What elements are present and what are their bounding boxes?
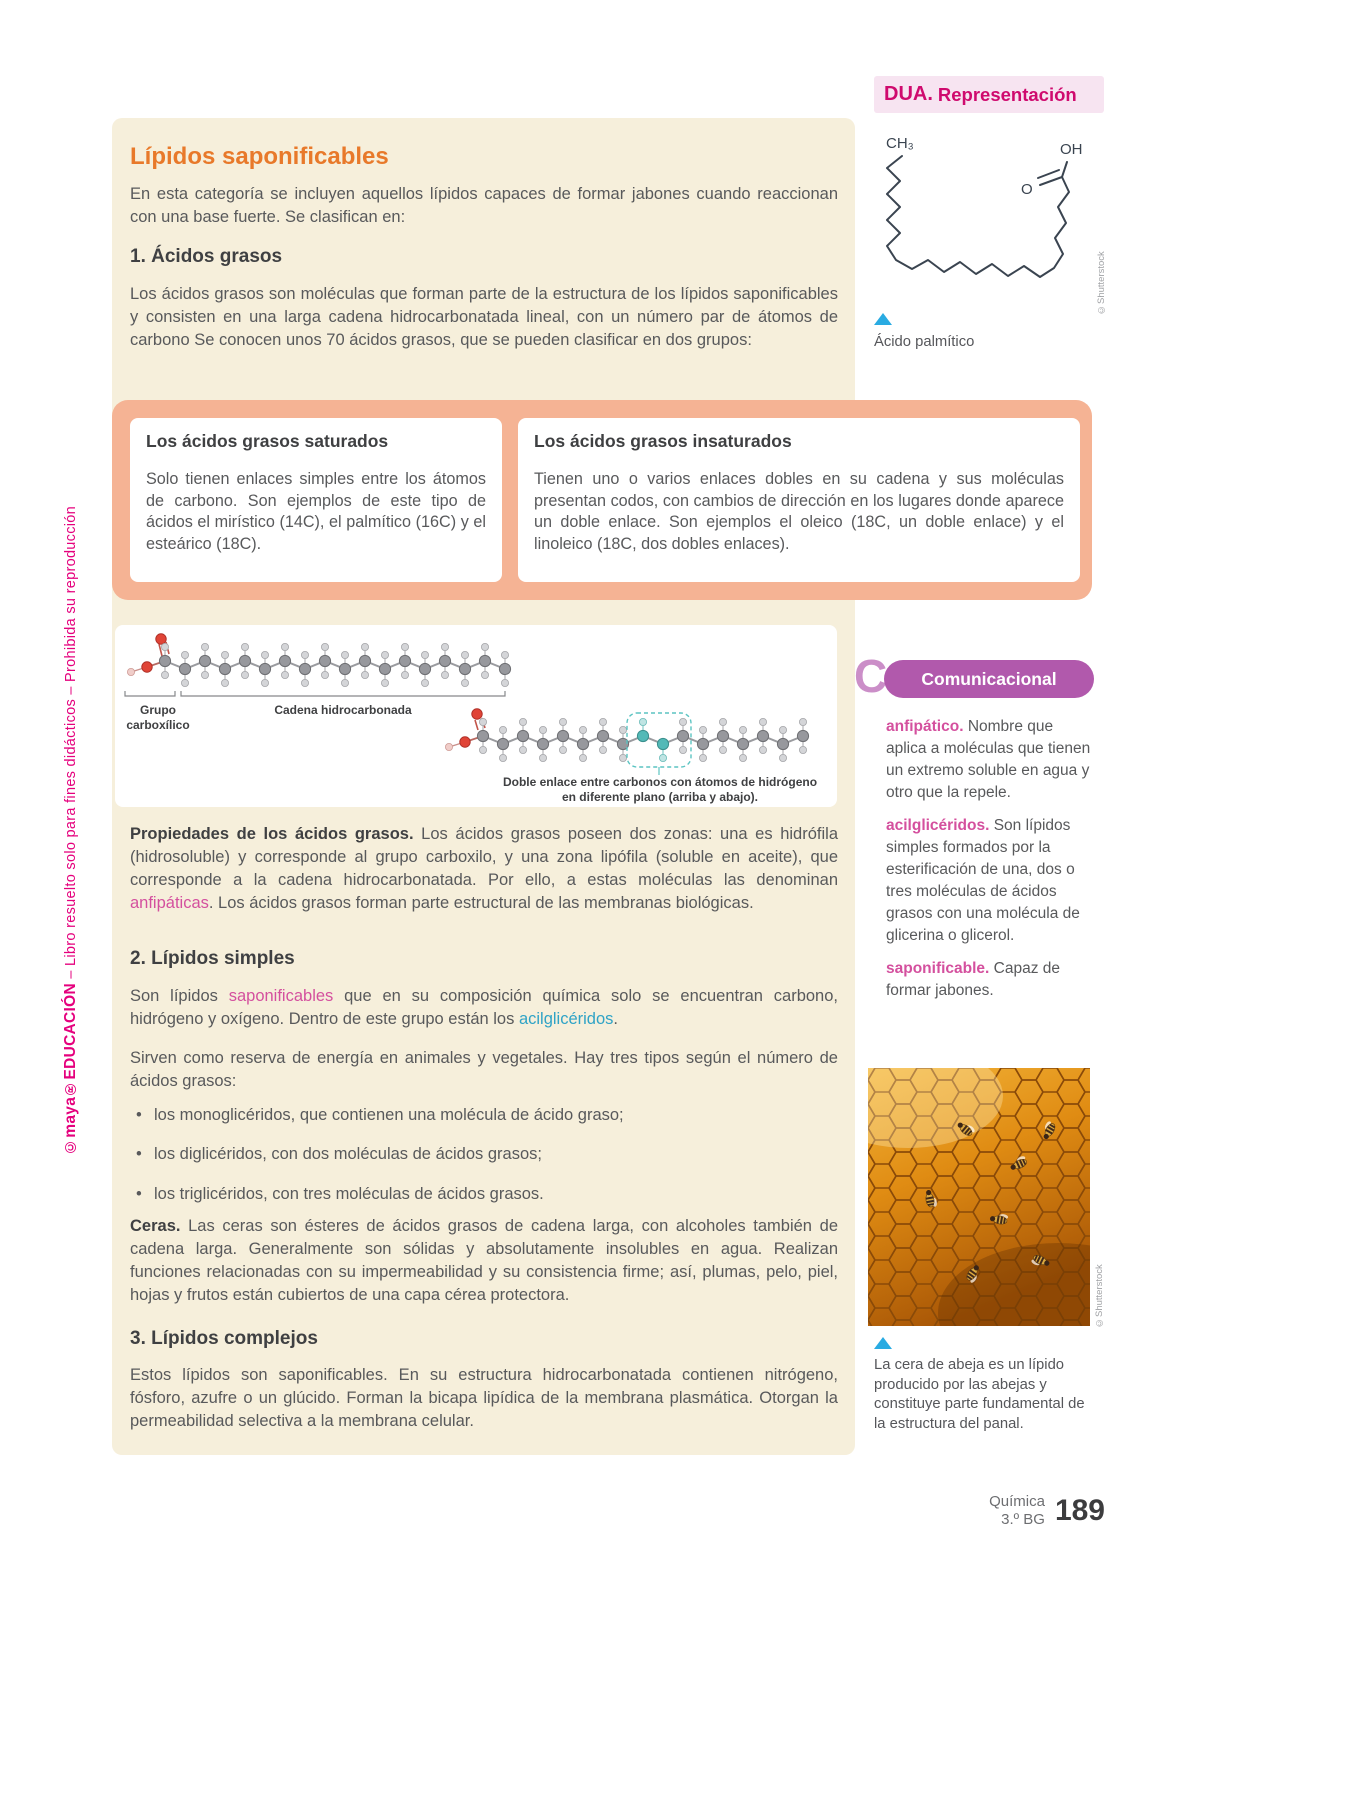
glossary-term: acilglicéridos.: [886, 817, 990, 834]
honeycomb-bees-illustration: [868, 1068, 1090, 1326]
glossary-definition: Nombre que aplica a moléculas que tienen un extremo soluble en agua y otro que la repele.: [886, 718, 1091, 801]
saturated-box-title: Los ácidos grasos saturados: [146, 431, 389, 451]
page-title: Lípidos saponificables: [130, 143, 389, 170]
list-item: • los diglicéridos, con dos moléculas de ácidos grasos;: [130, 1143, 838, 1165]
saturated-box-body: Solo tienen enlaces simples entre los átomos de carbono. Son ejemplos de este tipo de ácidos el mirístico (14C), el palmítico (16C) y el esteárico (18C).: [146, 470, 486, 553]
properties-text-2: . Los ácidos grasos forman parte estructural de las membranas biológicas.: [208, 893, 754, 912]
bee-caption: La cera de abeja es un lípido producido por las abejas y constituye parte fundamental de la estructura del panal.: [874, 1357, 1085, 1433]
glossary-definition: Son lípidos simples formados por la esterificación de una, dos o tres moléculas de ácidos grasos con una molécula de glicerina o glicerol.: [886, 817, 1080, 944]
fatty-acid-diagram: [115, 625, 837, 807]
simple-lipids-paragraph-2: Sirven como reserva de energía en animales y vegetales. Hay tres tipos según el número de ácidos grasos:: [130, 1049, 838, 1090]
glossary-term: saponificable.: [886, 960, 990, 977]
oh-label: OH: [1060, 141, 1083, 158]
ch3-label: CH₃: [886, 135, 914, 152]
comunicacional-tab: Comunicacional: [884, 660, 1094, 698]
dua-banner: [874, 76, 1104, 113]
copyright-text: – Libro resuelto solo para fines didácticos – Prohibida su reproducción: [63, 505, 79, 983]
glossary-entry: [886, 716, 1094, 804]
properties-paragraph: [130, 823, 838, 915]
term-saponificables: saponificables: [228, 987, 334, 1005]
double-bond-label: Doble enlace entre carbonos con átomos de hidrógeno en diferente plano (arriba y abajo).: [502, 775, 818, 804]
glossary-definition: Capaz de formar jabones.: [886, 960, 1061, 999]
o-label: O: [1021, 181, 1033, 198]
footer-grade: 3.º BG: [1001, 1511, 1045, 1528]
carboxyl-group-label: Grupo carboxílico: [126, 703, 190, 732]
footer-meta: [989, 1493, 1045, 1529]
beeswax-photo: [868, 1068, 1090, 1326]
glossary-entry: [886, 815, 1094, 947]
properties-lead: Propiedades de los ácidos grasos.: [130, 825, 414, 843]
unsaturated-box: [518, 418, 1080, 582]
waxes-lead: Ceras.: [130, 1217, 181, 1235]
section3-paragraph: Estos lípidos son saponificables. En su estructura hidrocarbonatada contienen nitrógeno, fósforo, azufre o un glúcido. Forman la bicapa lipídica de la membrana plasmática. Otorgan la permeabilidad selectiva a la membrana celular.: [130, 1366, 838, 1430]
dua-label: DUA.: [884, 83, 933, 105]
palmitic-acid-structure-illustration: [872, 132, 1087, 307]
list-item: • los monoglicéridos, que contienen una molécula de ácido graso;: [130, 1104, 838, 1126]
shutterstock-credit: ©Shutterstock: [1096, 251, 1107, 315]
section2-heading: 2. Lípidos simples: [130, 948, 295, 969]
glossary-term: anfipático.: [886, 718, 964, 735]
dua-sublabel: Representación: [937, 83, 1077, 105]
glyceride-types-list: [130, 1104, 838, 1222]
properties-text-1: Los ácidos grasos poseen dos zonas: una es hidrófila (hidrosoluble) y corresponde al grupo carboxilo, y una zona lipófila (soluble en aceite), que corresponde a la cadena hidrocarbonatada. Por ello, a estas moléculas las denominan: [130, 825, 839, 889]
palmitic-acid-figure: [872, 132, 1092, 312]
saturated-box: [130, 418, 502, 582]
copyright-sidebar: [62, 415, 80, 1155]
simples-text-1: Son lípidos: [130, 987, 229, 1005]
footer-subject: Química: [989, 1493, 1045, 1510]
term-anfipaticas: anfipáticas: [130, 893, 209, 912]
glossary: [886, 716, 1094, 1013]
caption-marker-icon: [874, 1337, 892, 1349]
section1-heading: 1. Ácidos grasos: [130, 246, 283, 267]
page-footer: [935, 1493, 1105, 1529]
simples-text-2: que en su composición química solo se encuentran carbono, hidrógeno y oxígeno. Dentro de este grupo están los: [130, 987, 838, 1028]
simple-lipids-paragraph-1: [130, 985, 838, 1031]
shutterstock-credit: ©Shutterstock: [1094, 1264, 1105, 1328]
glossary-entry: [886, 958, 1094, 1002]
page-number: 189: [1054, 1494, 1105, 1527]
section3-heading: 3. Lípidos complejos: [130, 1328, 318, 1349]
list-item: • los triglicéridos, con tres moléculas de ácidos grasos.: [130, 1183, 838, 1205]
waxes-paragraph: [130, 1215, 838, 1307]
simples-text-3: .: [613, 1009, 618, 1028]
unsaturated-box-body: Tienen uno o varios enlaces dobles en su cadena y sus moléculas presentan codos, con cambios de dirección en los lugares donde aparece un doble enlace. Son ejemplos el oleico (18C, un doble enlace) y el linoleico (18C, dos dobles enlaces).: [534, 470, 1064, 553]
intro-paragraph: En esta categoría se incluyen aquellos lípidos capaces de formar jabones cuando reaccionan con una base fuerte. Se clasifican en:: [130, 185, 838, 226]
waxes-text: Las ceras son ésteres de ácidos grasos de cadena larga, con alcoholes también de cadena larga. Generalmente son sólidas y absolutamente insolubles en agua. Realizan funciones relacionadas con su impermeabilidad y su consistencia firme; así, plumas, pelo, piel, hojas y frutos están cubiertos de una capa cérea protectora.: [130, 1217, 838, 1304]
unsaturated-box-title: Los ácidos grasos insaturados: [534, 431, 792, 451]
hydrocarbon-chain-label: Cadena hidrocarbonada: [274, 703, 412, 717]
caption-marker-icon: [874, 313, 892, 325]
section1-paragraph: Los ácidos grasos son moléculas que forman parte de la estructura de los lípidos saponificables y consisten en una larga cadena hidrocarbonatada lineal, con un número par de átomos de carbono Se conocen unos 70 ácidos grasos, que se pueden clasificar en dos grupos:: [130, 285, 838, 349]
term-acilgliceridos: acilglicéridos: [518, 1009, 614, 1028]
palmitic-caption: Ácido palmítico: [874, 334, 975, 350]
brand-text: ©maya®EDUCACIÓN: [62, 982, 79, 1155]
